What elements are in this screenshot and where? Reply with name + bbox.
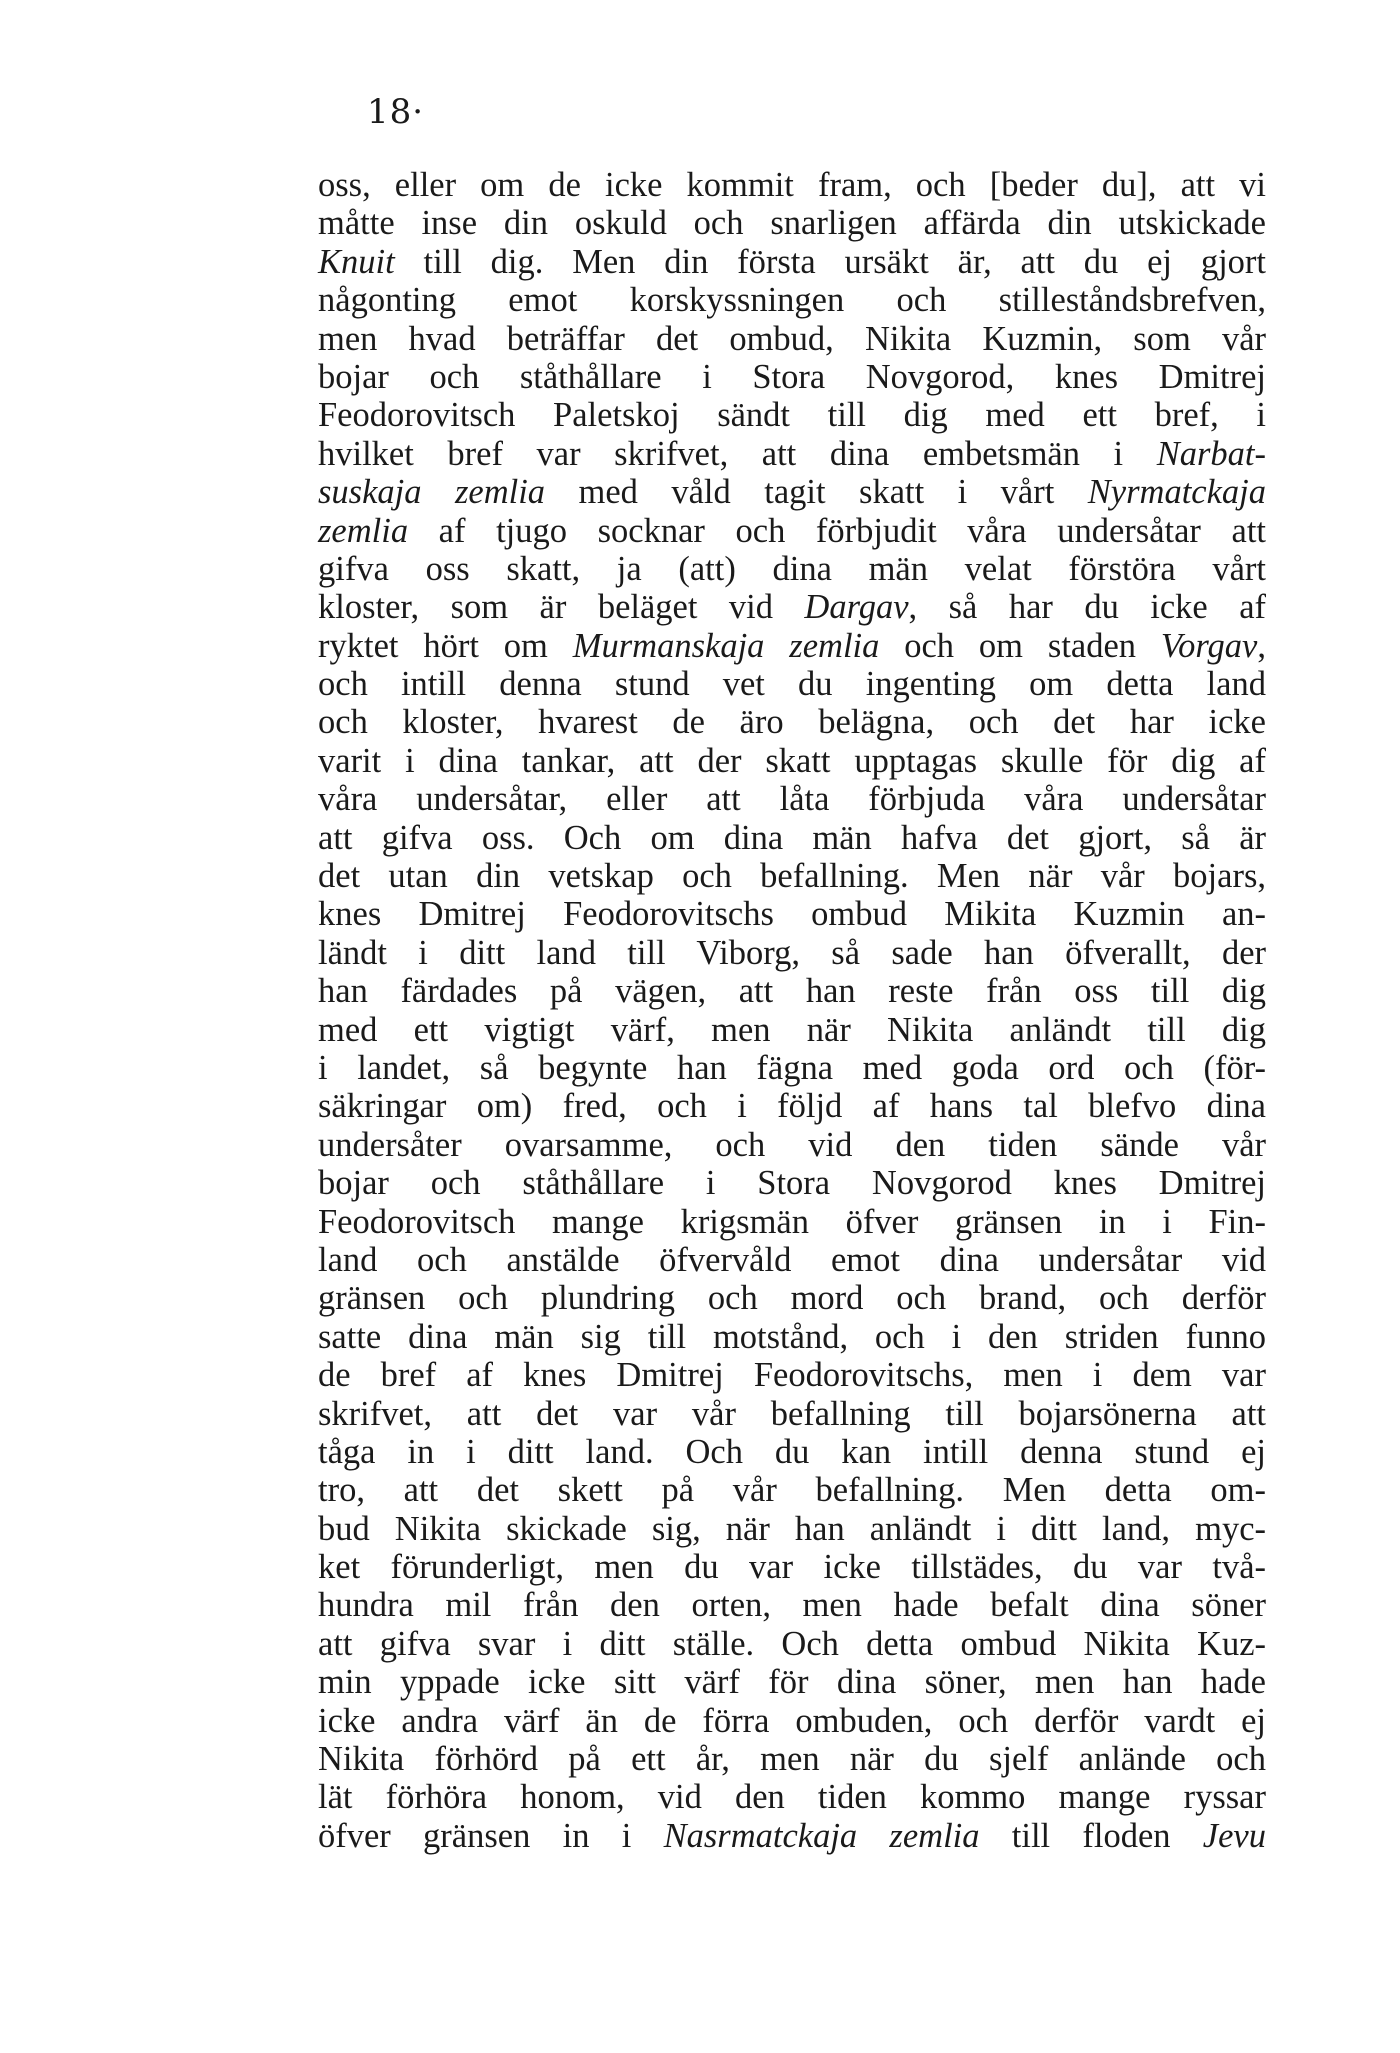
text-line [318, 742, 1266, 780]
text-segment: knes Dmitrej Feodorovitschs ombud Mikita Kuzmin an- [318, 895, 1266, 934]
text-line [318, 1356, 1266, 1394]
text-segment: skrifvet, att det var vår befallning till bojarsönerna att [318, 1394, 1266, 1433]
text-line [318, 358, 1266, 396]
text-segment: och intill denna stund vet du ingenting om detta land [318, 665, 1266, 704]
text-segment: ländt i ditt land till Viborg, så sade han öfverallt, der [318, 933, 1266, 972]
italic-place-name: Vorgav [1160, 626, 1258, 665]
text-segment: hundra mil från den orten, men hade befalt dina söner [318, 1586, 1266, 1625]
text-line [318, 665, 1266, 703]
italic-place-name: Knuit [318, 242, 395, 281]
text-segment: gifva oss skatt, ja (att) dina män velat förstöra vårt [318, 549, 1266, 588]
text-line [318, 895, 1266, 933]
text-segment: till floden [979, 1816, 1203, 1855]
text-line [318, 1625, 1266, 1663]
text-line [318, 243, 1266, 281]
italic-place-name: Narbat- [1156, 434, 1266, 473]
text-segment: bud Nikita skickade sig, när han anländt i ditt land, myc- [318, 1509, 1266, 1548]
text-line [318, 396, 1266, 434]
text-line [318, 1318, 1266, 1356]
text-line [318, 1279, 1266, 1317]
text-line [318, 166, 1266, 204]
text-line [318, 780, 1266, 818]
body-text [318, 166, 1266, 1855]
text-line [318, 1126, 1266, 1164]
italic-place-name: Jevu [1202, 1816, 1266, 1855]
text-segment: gränsen och plundring och mord och brand, och derför [318, 1279, 1266, 1318]
text-segment: det utan din vetskap och befallning. Men när vår bojars, [318, 857, 1266, 896]
text-line [318, 1740, 1266, 1778]
text-line [318, 435, 1266, 473]
text-line [318, 1011, 1266, 1049]
text-line [318, 1778, 1266, 1816]
text-segment: måtte inse din oskuld och snarligen affärda din utskickade [318, 204, 1266, 243]
italic-place-name: zemlia [318, 511, 409, 550]
text-segment: , [1257, 626, 1266, 665]
text-segment: våra undersåtar, eller att låta förbjuda våra undersåtar [318, 780, 1266, 819]
text-segment: icke andra värf än de förra ombuden, och derför vardt ej [318, 1701, 1266, 1740]
text-line [318, 550, 1266, 588]
text-segment: , så har du icke af [908, 588, 1266, 627]
text-line [318, 1663, 1266, 1701]
text-segment: af tjugo socknar och förbjudit våra undersåtar att [408, 511, 1266, 550]
text-line [318, 703, 1266, 741]
text-line [318, 972, 1266, 1010]
text-line [318, 281, 1266, 319]
text-segment: i landet, så begynte han fägna med goda ord och (för- [318, 1048, 1266, 1087]
italic-place-name: Murmanskaja zemlia [572, 626, 880, 665]
text-segment: oss, eller om de icke kommit fram, och [beder du], att vi [318, 166, 1266, 204]
text-segment: han färdades på vägen, att han reste från oss till dig [318, 972, 1266, 1011]
text-segment: och om staden [879, 626, 1161, 665]
text-segment: tro, att det skett på vår befallning. Men detta om- [318, 1471, 1266, 1510]
text-segment: att gifva oss. Och om dina män hafva det gjort, så är [318, 818, 1266, 857]
text-segment: kloster, som är beläget vid [318, 588, 805, 627]
text-line [318, 320, 1266, 358]
text-segment: bojar och ståthållare i Stora Novgorod knes Dmitrej [318, 1164, 1266, 1203]
page-number: 18· [367, 92, 425, 132]
text-segment: ket förunderligt, men du var icke tillstädes, du var två- [318, 1548, 1266, 1587]
text-line [318, 1471, 1266, 1509]
text-line [318, 1510, 1266, 1548]
text-segment: säkringar om) fred, och i följd af hans tal blefvo dina [318, 1087, 1266, 1126]
text-segment: undersåter ovarsamme, och vid den tiden sände vår [318, 1125, 1266, 1164]
text-line [318, 819, 1266, 857]
text-segment: någonting emot korskyssningen och stilleståndsbrefven, [318, 281, 1266, 320]
text-segment: och kloster, hvarest de äro belägna, och det har icke [318, 703, 1266, 742]
text-segment: ryktet hört om [318, 626, 573, 665]
text-segment: bojar och ståthållare i Stora Novgorod, knes Dmitrej [318, 357, 1266, 396]
text-segment: land och anstälde öfvervåld emot dina undersåtar vid [318, 1240, 1266, 1279]
text-line [318, 204, 1266, 242]
text-line [318, 1049, 1266, 1087]
text-line [318, 588, 1266, 626]
text-segment: hvilket bref var skrifvet, att dina embetsmän i [318, 434, 1157, 473]
text-segment: de bref af knes Dmitrej Feodorovitschs, men i dem var [318, 1356, 1266, 1395]
text-segment: satte dina män sig till motstånd, och i den striden funno [318, 1317, 1266, 1356]
italic-place-name: Nasrmatckaja zemlia [663, 1816, 980, 1855]
text-line [318, 627, 1266, 665]
text-line [318, 934, 1266, 972]
text-segment: tåga in i ditt land. Och du kan intill denna stund ej [318, 1432, 1266, 1471]
text-line [318, 1433, 1266, 1471]
text-segment: att gifva svar i ditt ställe. Och detta ombud Nikita Kuz- [318, 1624, 1266, 1663]
text-segment: min yppade icke sitt värf för dina söner, men han hade [318, 1663, 1266, 1702]
text-segment: till dig. Men din första ursäkt är, att du ej gjort [394, 242, 1266, 281]
text-line [318, 1087, 1266, 1125]
text-line [318, 1164, 1266, 1202]
text-line [318, 512, 1266, 550]
text-segment: Feodorovitsch mange krigsmän öfver gränsen in i Fin- [318, 1202, 1266, 1241]
text-segment: lät förhöra honom, vid den tiden kommo mange ryssar [318, 1778, 1266, 1817]
text-line [318, 1395, 1266, 1433]
text-line [318, 857, 1266, 895]
text-line [318, 1702, 1266, 1740]
text-line [318, 1241, 1266, 1279]
text-segment: Nikita förhörd på ett år, men när du sjelf anlände och [318, 1740, 1266, 1779]
text-line [318, 473, 1266, 511]
text-segment: med våld tagit skatt i vårt [545, 473, 1088, 512]
italic-place-name: suskaja zemlia [318, 473, 546, 512]
text-segment: men hvad beträffar det ombud, Nikita Kuzmin, som vår [318, 319, 1266, 358]
text-segment: öfver gränsen in i [318, 1816, 664, 1855]
text-line [318, 1548, 1266, 1586]
italic-place-name: Nyrmatckaja [1087, 473, 1267, 512]
text-segment: med ett vigtigt värf, men när Nikita anländt till dig [318, 1010, 1266, 1049]
text-line [318, 1586, 1266, 1624]
italic-place-name: Dargav [804, 588, 909, 627]
text-segment: varit i dina tankar, att der skatt upptagas skulle för dig af [318, 741, 1266, 780]
text-segment: Feodorovitsch Paletskoj sändt till dig med ett bref, i [318, 396, 1266, 435]
text-line [318, 1817, 1266, 1855]
text-line [318, 1203, 1266, 1241]
